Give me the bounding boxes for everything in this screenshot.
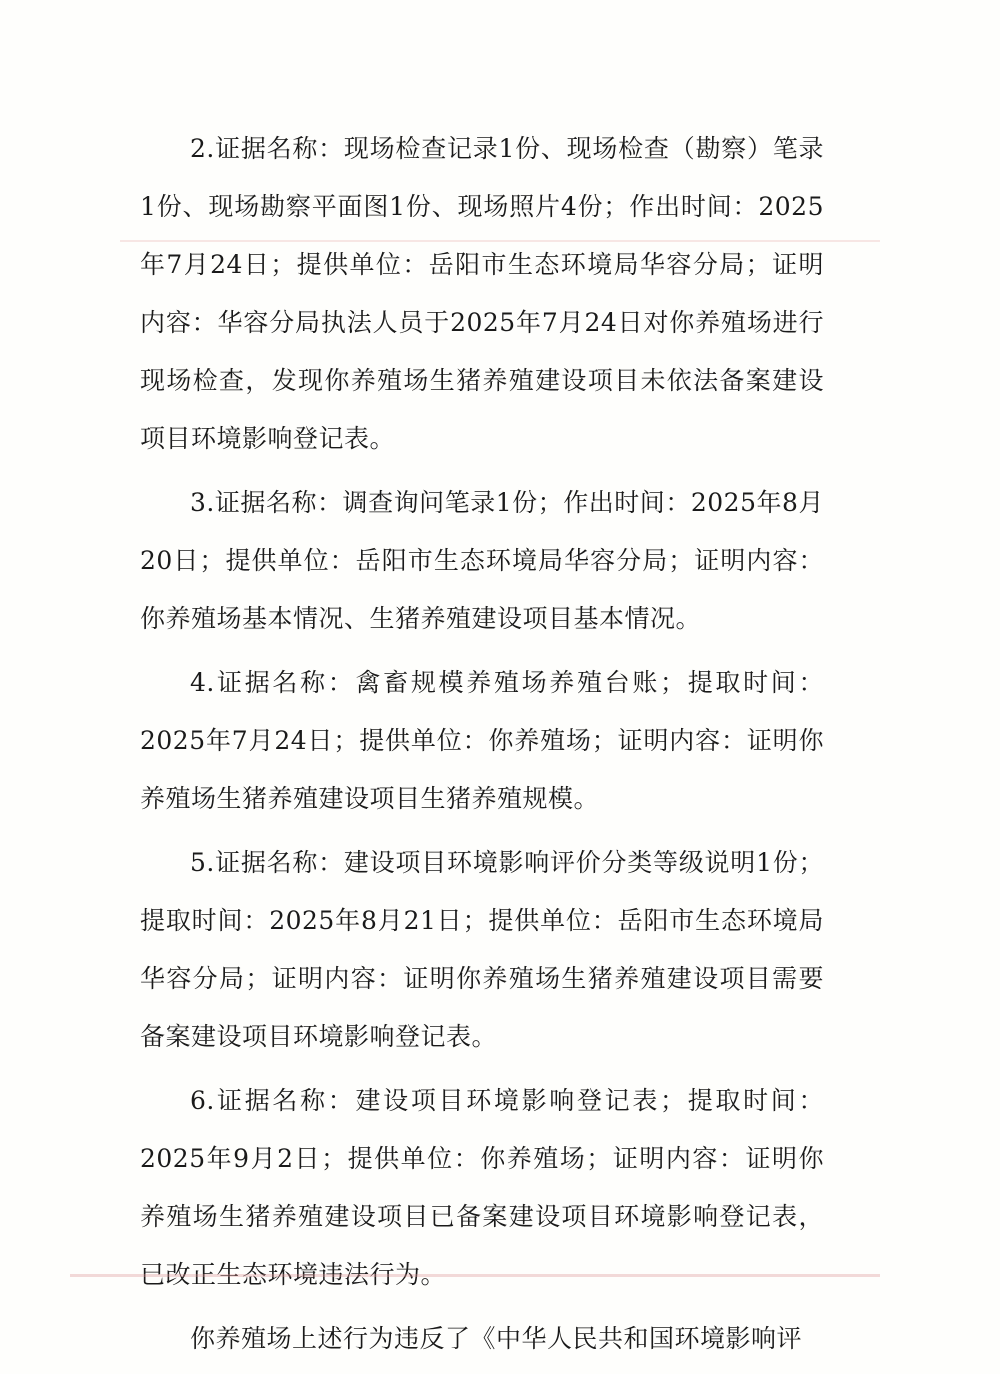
evidence-paragraph-2: 2.证据名称：现场检查记录1份、现场检查（勘察）笔录1份、现场勘察平面图1份、现场照片4份；作出时间：2025年7月24日；提供单位：岳阳市生态环境局华容分局；证明内容：华容分局执法人员于2025年7月24日对你养殖场进行现场检查，发现你养殖场生猪养殖建设项目未依法备案建设项目环境影响登记表。 bbox=[140, 134, 824, 453]
evidence-paragraph-3: 3.证据名称：调查询问笔录1份；作出时间：2025年8月20日；提供单位：岳阳市生态环境局华容分局；证明内容：你养殖场基本情况、生猪养殖建设项目基本情况。 bbox=[140, 488, 824, 633]
document-body bbox=[140, 120, 824, 1374]
footer-divider bbox=[70, 1274, 880, 1277]
evidence-paragraph-5: 5.证据名称：建设项目环境影响评价分类等级说明1份；提取时间：2025年8月21日；提供单位：岳阳市生态环境局华容分局；证明内容：证明你养殖场生猪养殖建设项目需要备案建设项目环境影响登记表。 bbox=[140, 848, 824, 1051]
evidence-paragraph-4: 4.证据名称：禽畜规模养殖场养殖台账；提取时间：2025年7月24日；提供单位：你养殖场；证明内容：证明你养殖场生猪养殖建设项目生猪养殖规模。 bbox=[140, 668, 824, 813]
evidence-paragraph-6: 6.证据名称：建设项目环境影响登记表；提取时间：2025年9月2日；提供单位：你养殖场；证明内容：证明你养殖场生猪养殖建设项目已备案建设项目环境影响登记表，已改正生态环境违法行为。 bbox=[140, 1086, 824, 1289]
conclusion-paragraph: 你养殖场上述行为违反了《中华人民共和国环境影响评 bbox=[190, 1324, 803, 1353]
